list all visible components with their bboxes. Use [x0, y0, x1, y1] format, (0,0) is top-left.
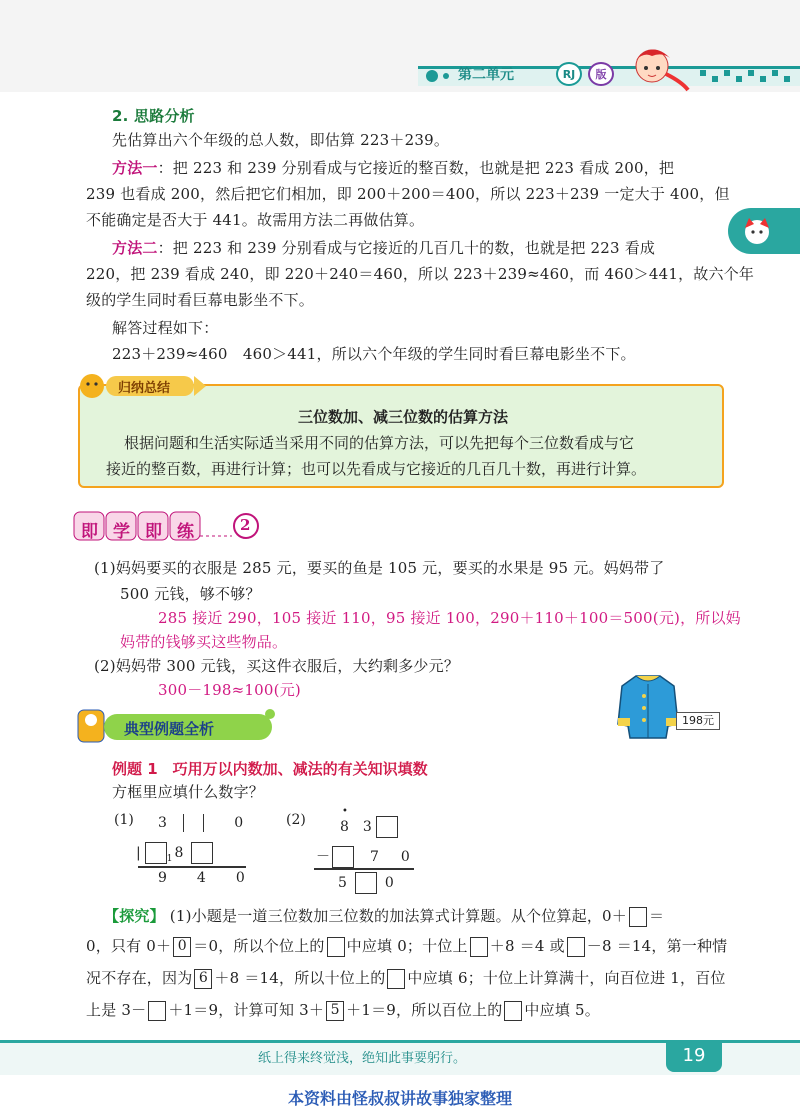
problem2-digit: 5: [338, 875, 347, 891]
explore-text-2d: ＋8 ＝4 或: [489, 937, 565, 955]
explore-tag: 【探究】: [104, 907, 165, 925]
explore-line-4: [86, 1000, 600, 1021]
price-tag: 198元: [676, 712, 720, 730]
practice-number: 2: [240, 516, 251, 534]
mascot-girl-icon: [622, 44, 692, 92]
side-tab-face-icon: [740, 216, 774, 246]
explore-box-value: 5: [326, 1001, 344, 1021]
method2-label: 方法二: [112, 239, 158, 257]
problem2-digit: 8: [340, 819, 349, 835]
problem2-diff-line: [314, 868, 414, 870]
problem2-digit: 0: [384, 875, 394, 891]
explore-text-3a: 况不存在，因为: [86, 969, 193, 987]
badge-ban: 版: [588, 62, 614, 86]
method2-text-1: ：把 223 和 239 分别看成与它接近的几百几十的数，也就是把 223 看成: [157, 239, 656, 257]
practice-a2: 300－198≈100(元): [158, 681, 301, 699]
explore-box-value: 0: [173, 937, 191, 957]
method1-text-1: ：把 223 和 239 分别看成与它接近的整百数，也就是把 223 看成 200，把: [157, 159, 675, 177]
analysis-heading: 2. 思路分析: [112, 107, 195, 125]
explore-text-3c: 中应填 6；十位上计算满十，向百位进 1，百位: [407, 969, 726, 987]
problem2-row3: [338, 872, 394, 894]
example-question: 方框里应填什么数字？: [112, 783, 265, 801]
explore-text-3b: ＋8 ＝14，所以十位上的: [214, 969, 386, 987]
problem1-result-digit: 9: [158, 870, 197, 886]
explore-text-2c: 中应填 0；十位上: [346, 937, 468, 955]
practice-q2: (2)妈妈带 300 元钱，买这件衣服后，大约剩多少元？: [94, 657, 460, 675]
footer-motto: 纸上得来终觉浅，绝知此事要躬行。: [258, 1051, 467, 1066]
explore-blank[interactable]: [504, 1001, 522, 1021]
problem1-carry: 1: [166, 853, 173, 864]
summary-title: 三位数加、减三位数的估算方法: [297, 408, 508, 426]
problem1-row3: [158, 870, 275, 886]
explore-text-4d: 中应填 5。: [524, 1001, 600, 1019]
problem1-sum-line: [138, 866, 246, 868]
method1-line-1: [112, 158, 674, 178]
practice-a1-line-1: 285 接近 290，105 接近 110，95 接近 100，290＋110＋100＝500(元)，所以妈: [158, 609, 741, 627]
problem1-result-digit: 0: [235, 870, 275, 886]
problem1-blank-hundreds[interactable]: [145, 842, 167, 864]
page-number: 19: [666, 1040, 722, 1072]
problem1-result-digit: 4: [196, 870, 236, 886]
example-title: 例题 1 巧用万以内数加、减法的有关知识填数: [112, 760, 428, 778]
explore-line-2: [86, 936, 727, 957]
problem2-minus: －: [316, 849, 330, 865]
explore-text-4c: ＋1＝9，所以百位上的: [346, 1001, 503, 1019]
explore-box-value: 6: [194, 969, 212, 989]
header-checker-decoration: [700, 66, 800, 86]
problem2-label: (2): [286, 812, 306, 828]
method2-line-1: [112, 238, 655, 258]
example-banner-label: 典型例题全析: [124, 720, 215, 738]
practice-char-2: 学: [113, 522, 130, 542]
summary-line-2: 接近的整百数，再进行计算；也可以先看成与它接近的几百几十数，再进行计算。: [106, 460, 647, 478]
method1-line-2: 239 也看成 200，然后把它们相加，即 200＋200＝400，所以 223＋239 一定大于 400，但: [86, 185, 730, 203]
explore-blank[interactable]: [567, 937, 585, 957]
problem2-blank-ones[interactable]: [376, 816, 398, 838]
explore-blank[interactable]: [629, 907, 647, 927]
coat-icon: [616, 672, 680, 740]
process-label: 解答过程如下：: [112, 319, 219, 337]
footer-credit: 本资料由怪叔叔讲故事独家整理: [287, 1089, 512, 1108]
practice-char-1: 即: [81, 522, 98, 542]
badge-rj: RJ: [556, 62, 582, 86]
practice-char-3: 即: [145, 522, 162, 542]
problem1-plus: |: [136, 845, 141, 861]
method2-line-2: 220，把 239 看成 240，即 220＋240＝460，所以 223＋239≈460，而 460＞441，故六个年: [86, 265, 755, 283]
problem1-gap-line: [203, 814, 204, 832]
problem1-blank-ones[interactable]: [191, 842, 213, 864]
summary-line-1: 根据问题和生活实际适当采用不同的估算方法，可以先把每个三位数看成与它: [124, 434, 635, 452]
problem1-label: (1): [114, 812, 134, 828]
explore-blank[interactable]: [327, 937, 345, 957]
problem2-digit: 3: [362, 819, 372, 835]
practice-q1-line-2: 500 元钱，够不够？: [120, 585, 261, 603]
problem1-row2-digit-a: 8: [174, 845, 184, 861]
explore-line-1: [104, 906, 664, 927]
explore-text-2a: 0，只有 0＋: [86, 937, 172, 955]
method1-line-3: 不能确定是否大于 441。故需用方法二再做估算。: [86, 211, 425, 229]
problem1-row1-digit-a: 3: [158, 815, 167, 831]
process-line: 223＋239≈460 460＞441，所以六个年级的学生同时看巨幕电影坐不下。: [112, 345, 636, 363]
header-swoosh-icon: [420, 64, 456, 88]
explore-blank[interactable]: [387, 969, 405, 989]
problem2-blank-hundreds[interactable]: [332, 846, 354, 868]
practice-char-4: 练: [177, 522, 194, 542]
explore-text-1a: (1)小题是一道三位数加三位数的加法算式计算题。从个位算起，0＋: [169, 907, 627, 925]
problem2-blank-tens[interactable]: [355, 872, 377, 894]
explore-text-4b: ＋1＝9，计算可知 3＋: [168, 1001, 325, 1019]
practice-q1-line-1: (1)妈妈要买的衣服是 285 元，要买的鱼是 105 元，要买的水果是 95 元。妈妈带了: [94, 559, 665, 577]
problem2-row2: [316, 846, 410, 868]
method1-label: 方法一: [112, 159, 158, 177]
explore-blank[interactable]: [470, 937, 488, 957]
problem1-gap-line: [183, 814, 184, 832]
analysis-intro: 先估算出六个年级的总人数，即估算 223＋239。: [112, 131, 450, 149]
explore-text-4a: 上是 3－: [86, 1001, 147, 1019]
practice-banner-shape: [72, 506, 262, 542]
summary-tag-label: 归纳总结: [118, 381, 171, 396]
problem2-row1: [340, 816, 398, 838]
problem1-row1: [158, 814, 243, 832]
problem2-digit: 0: [400, 849, 410, 865]
explore-text-2b: ＝0，所以个位上的: [193, 937, 325, 955]
problem1-row2: [136, 842, 213, 864]
explore-line-3: [86, 968, 726, 989]
explore-blank[interactable]: [148, 1001, 166, 1021]
problem2-digit: 7: [370, 849, 379, 865]
problem1-row1-digit-b: 0: [234, 815, 244, 831]
problem2-borrow-dot: •: [342, 806, 348, 817]
explore-text-1b: ＝: [648, 907, 665, 925]
method2-line-3: 级的学生同时看巨幕电影坐不下。: [86, 291, 315, 309]
unit-title: 第二单元: [458, 67, 514, 83]
practice-a1-line-2: 妈带的钱够买这些物品。: [120, 633, 288, 651]
explore-text-2e: －8 ＝14，第一种情: [586, 937, 728, 955]
